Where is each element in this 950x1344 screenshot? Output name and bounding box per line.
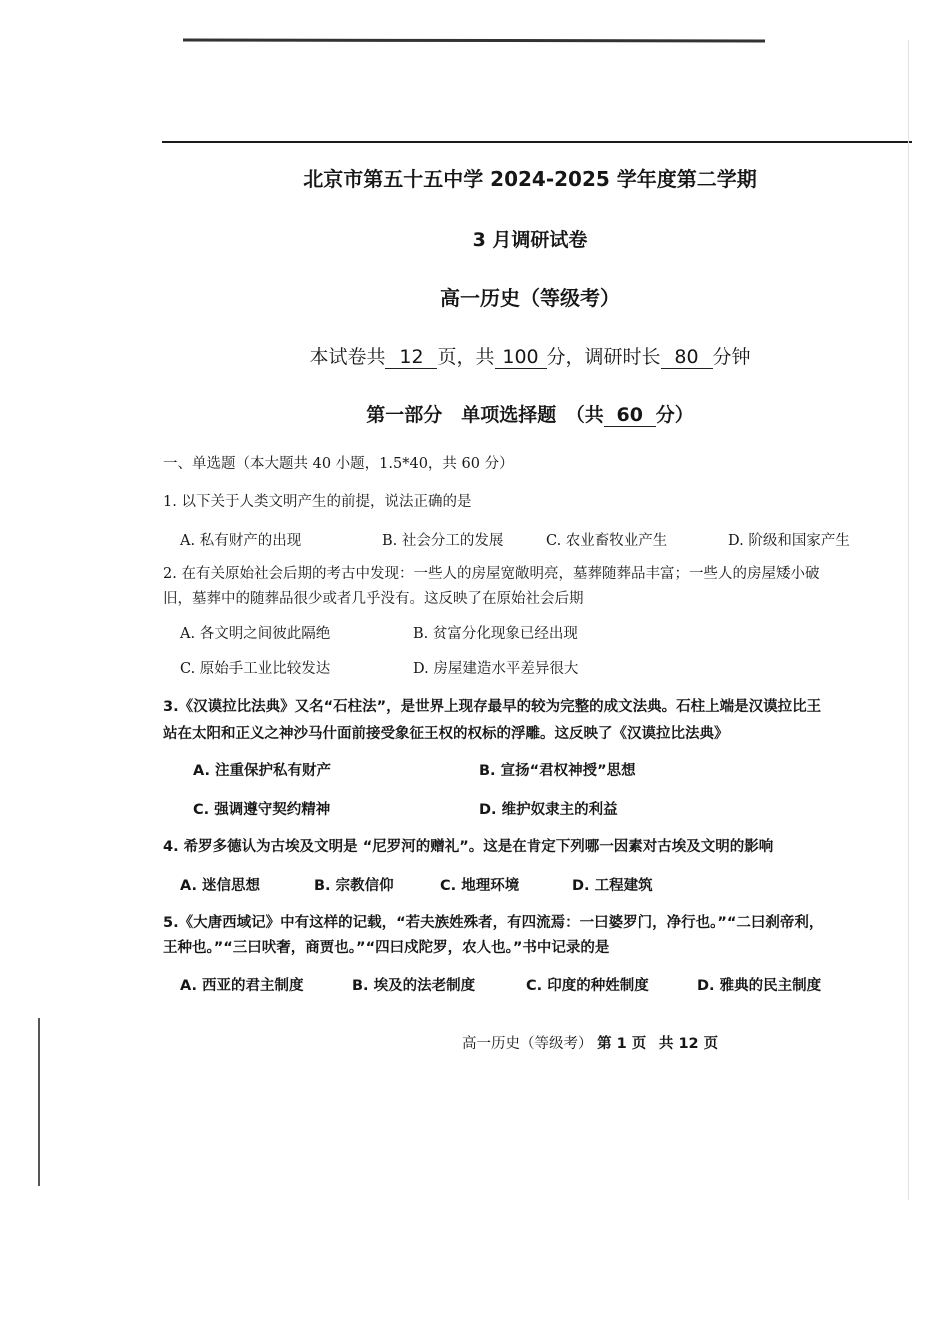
question-2-option-a: A. 各文明之间彼此隔绝 [180,626,331,642]
question-5-stem: 王种也。”“三曰吠奢，商贾也。”“四曰戍陀罗，农人也。”书中记录的是 [163,940,610,956]
question-2-option-d: D. 房屋建造水平差异很大 [413,661,579,677]
exam-info-text: 本试卷共 [309,346,386,368]
exam-info-text: 分钟 [712,346,751,368]
question-4-stem: 4. 希罗多德认为古埃及文明是 “尼罗河的赠礼”。这是在肯定下列哪一因素对古埃及文明的影响 [163,839,774,855]
question-3-option-a: A. 注重保护私有财产 [193,763,332,779]
question-3-option-d: D. 维护奴隶主的利益 [479,802,618,818]
header-rule [162,141,912,143]
question-3-stem: 站在太阳和正义之神沙马什面前接受象征王权的权标的浮雕。这反映了《汉谟拉比法典》 [163,726,729,742]
question-4-option-a: A. 迷信思想 [180,878,261,894]
exam-name: 3 月调研试卷 [472,229,588,251]
question-1-option-d: D. 阶级和国家产生 [728,533,850,549]
page-edge [908,40,909,1200]
question-3-option-b: B. 宣扬“君权神授”思想 [479,763,636,779]
question-2-option-b: B. 贫富分化现象已经出现 [413,626,578,642]
question-4-option-b: B. 宗教信仰 [314,878,394,894]
scan-artifact-line [183,38,765,42]
question-2-stem: 2. 在有关原始社会后期的考古中发现：一些人的房屋宽敞明亮，墓葬随葬品丰富；一些人的房屋矮小破 [163,566,820,582]
footer-page-number: 第 1 页 [597,1036,647,1052]
part-heading-text: 第一部分 单项选择题 （共 [366,404,604,426]
question-2-stem: 旧，墓葬中的随葬品很少或者几乎没有。这反映了在原始社会后期 [163,591,584,607]
question-1-option-b: B. 社会分工的发展 [382,533,504,549]
page-footer [462,1032,718,1053]
question-4-option-d: D. 工程建筑 [572,878,653,894]
question-1-option-c: C. 农业畜牧业产生 [546,533,668,549]
question-1-option-a: A. 私有财产的出现 [180,533,302,549]
question-1-stem: 1. 以下关于人类文明产生的前提，说法正确的是 [163,494,472,510]
section-title: 一、单选题（本大题共 40 小题，1.5*40，共 60 分） [163,456,514,472]
footer-subject: 高一历史（等级考） [462,1036,593,1052]
part-score: 60 [604,405,656,427]
question-5-option-c: C. 印度的种姓制度 [526,978,649,994]
total-score: 100 [495,347,547,369]
footer-page-total: 共 12 页 [658,1036,719,1052]
subject-title: 高一历史（等级考） [440,286,620,310]
part-heading [55,400,950,427]
exam-info-text: 页，共 [437,346,495,368]
school-title: 北京市第五十五中学 2024-2025 学年度第二学期 [303,167,757,191]
question-5-option-a: A. 西亚的君主制度 [180,978,304,994]
question-4-option-c: C. 地理环境 [440,878,520,894]
exam-info [55,342,950,369]
part-heading-text: 分） [655,404,694,426]
question-3-stem: 3.《汉谟拉比法典》又名“石柱法”，是世界上现存最早的较为完整的成文法典。石柱上端是汉谟拉比王 [163,699,822,715]
scan-artifact-edge [38,1018,40,1186]
exam-duration: 80 [661,347,713,369]
page-count: 12 [385,347,437,369]
question-2-option-c: C. 原始手工业比较发达 [180,661,331,677]
question-3-option-c: C. 强调遵守契约精神 [193,802,331,818]
question-5-option-b: B. 埃及的法老制度 [352,978,476,994]
exam-info-text: 分，调研时长 [546,346,661,368]
question-5-option-d: D. 雅典的民主制度 [697,978,822,994]
question-5-stem: 5.《大唐西域记》中有这样的记载，“若夫族姓殊者，有四流焉：一曰婆罗门，净行也。”“二曰刹帝利， [163,915,824,931]
